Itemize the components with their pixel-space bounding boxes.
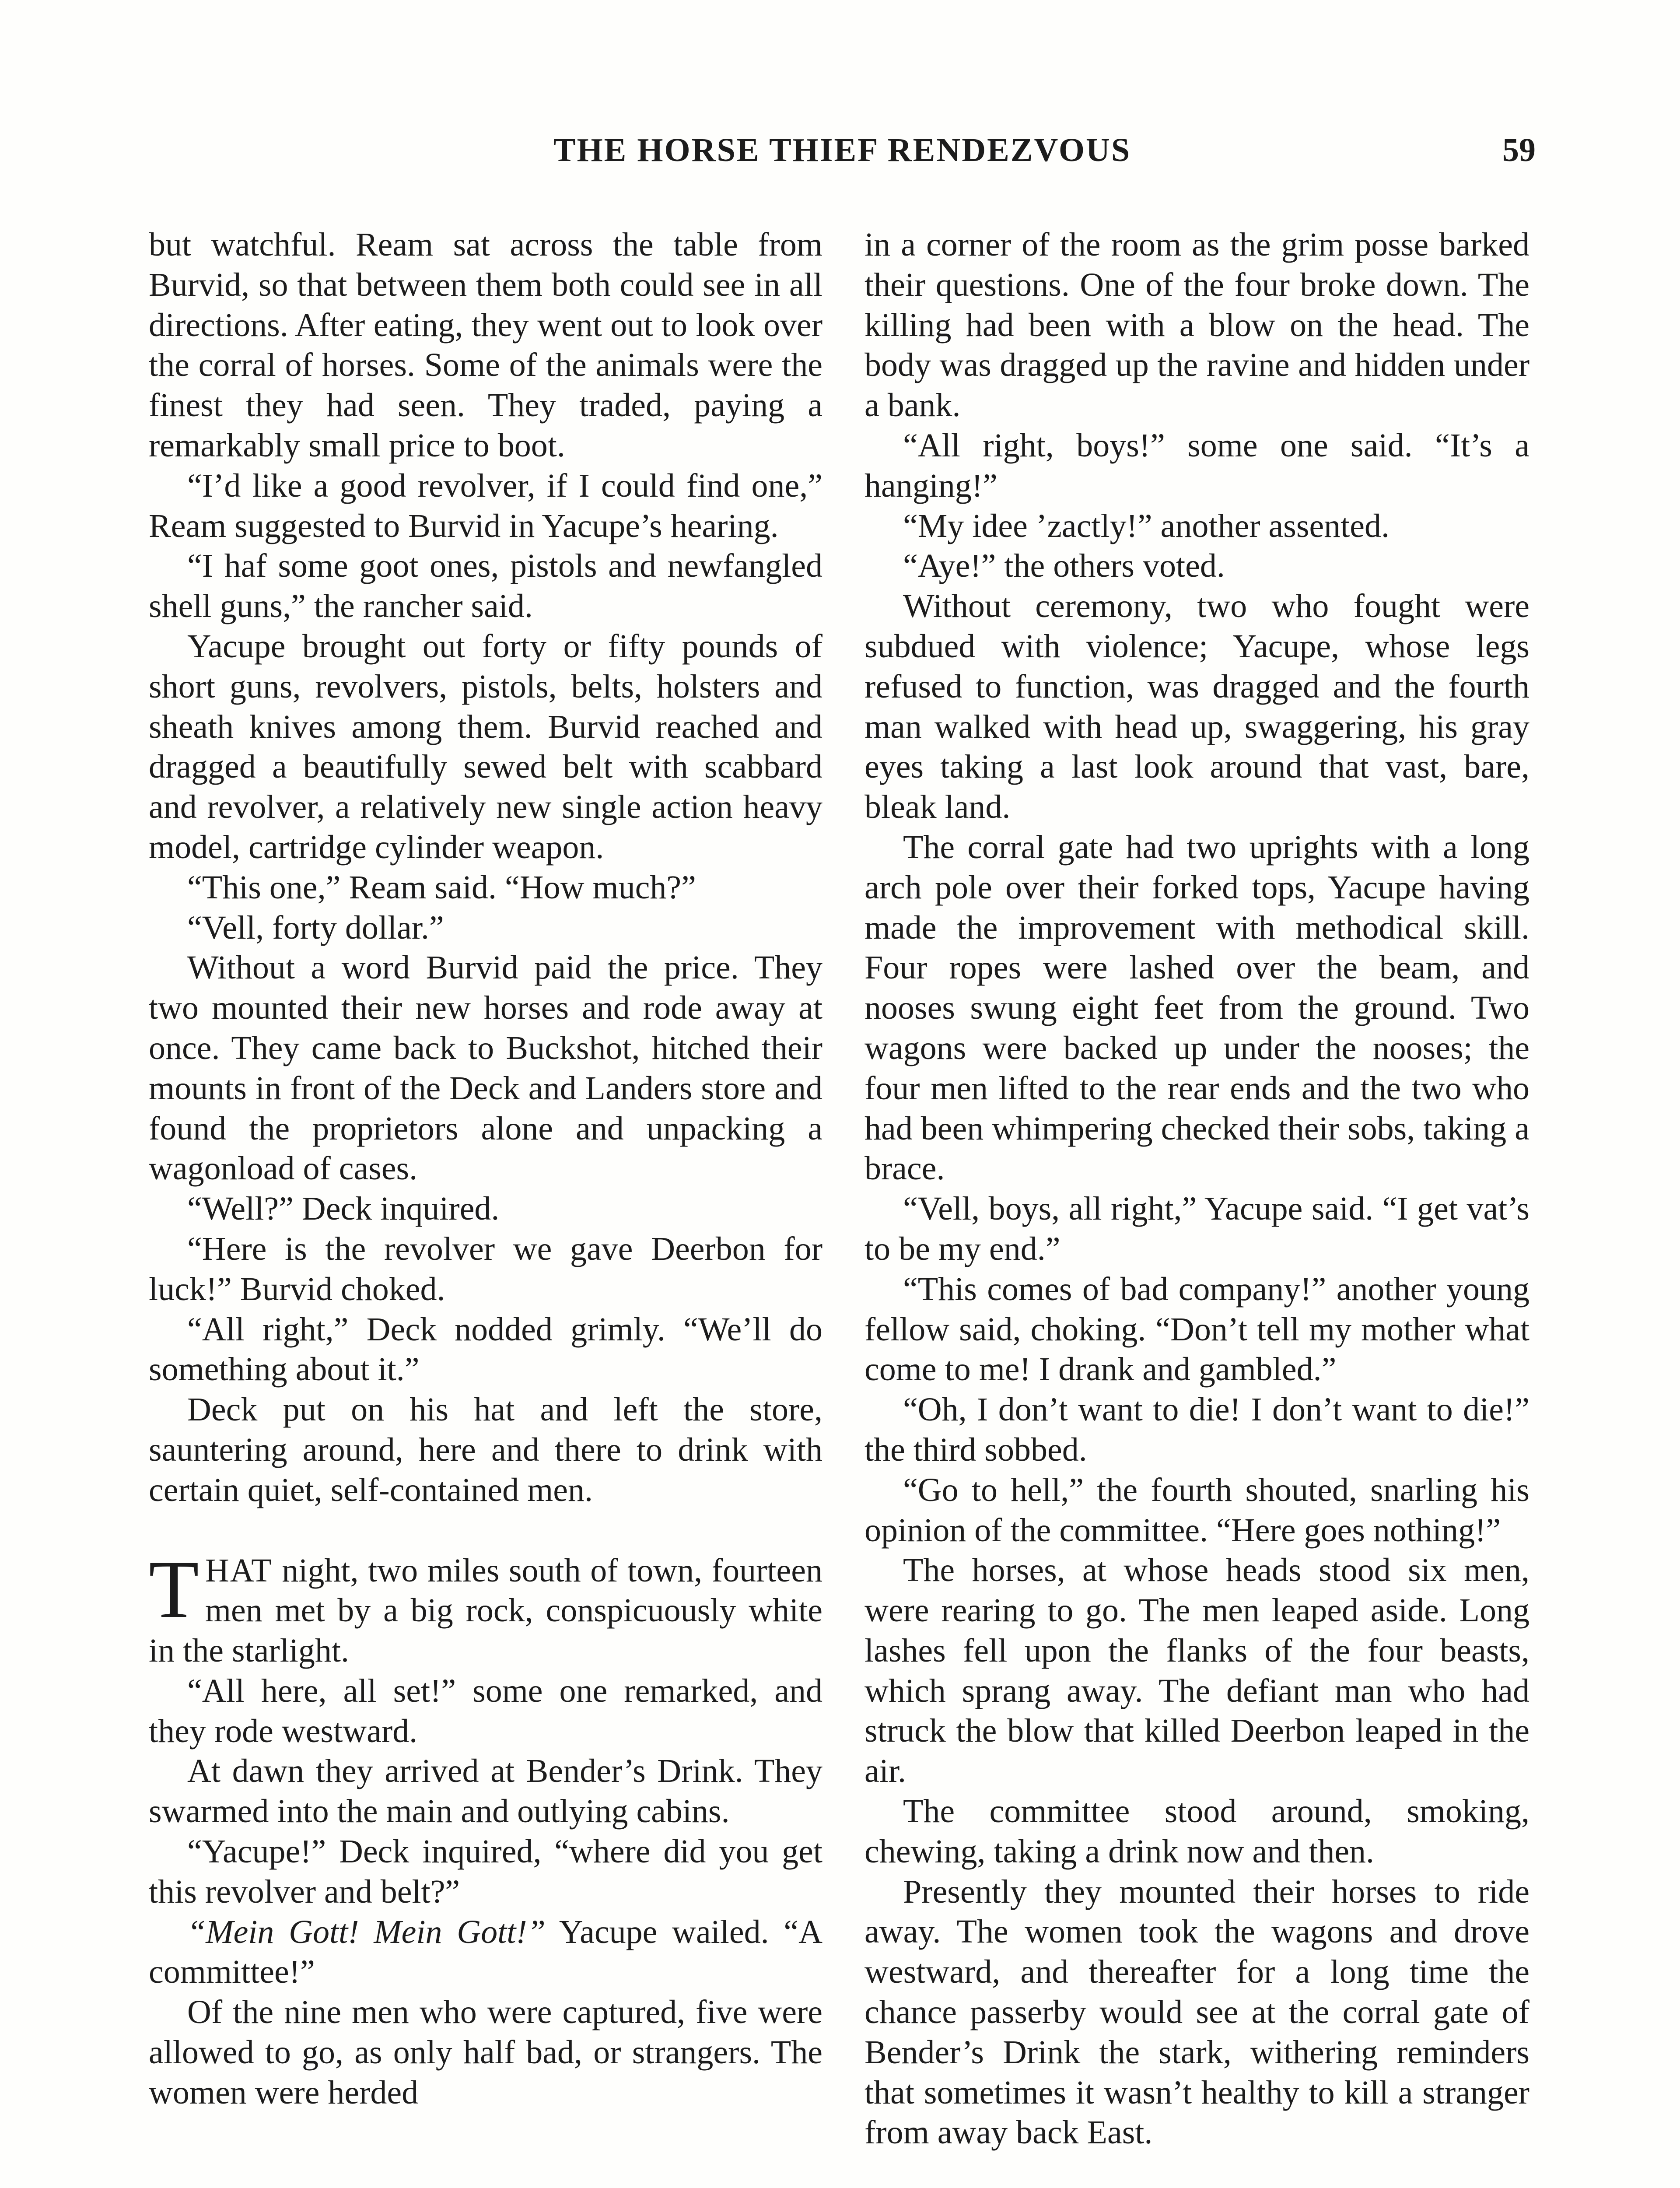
story-paragraph: The committee stood around, smoking, chewing, taking a drink now and then. bbox=[864, 1793, 1530, 1870]
story-paragraph: The corral gate had two uprights with a long arch pole over their forked tops, Yacupe having made the improvement with methodical skill. Four ropes were lashed over the beam, and nooses swung eight feet from the ground. Two wagons were backed up under the nooses; the four men lifted to the rear ends and the two who had been whimpering checked their sobs, taking a brace. bbox=[864, 828, 1530, 1187]
story-paragraph: “Vell, forty dollar.” bbox=[187, 909, 444, 946]
story-paragraph: Without a word Burvid paid the price. They two mounted their new horses and rode away at once. They came back to Buckshot, hitched their mounts in front of the Deck and Landers store and found the proprietors alone and unpacking a wagonload of cases. bbox=[149, 949, 822, 1187]
story-paragraph: “Here is the revolver we gave Deerbon for luck!” Burvid choked. bbox=[149, 1230, 822, 1308]
story-paragraph: Without ceremony, two who fought were subdued with violence; Yacupe, whose legs refused to function, was dragged and the fourth man walked with head up, swaggering, his gray eyes taking a last look around that vast, bare, bleak land. bbox=[864, 588, 1530, 826]
story-paragraph: “This comes of bad company!” another young fellow said, choking. “Don’t tell my mother what come to me! I drank and gambled.” bbox=[864, 1270, 1530, 1388]
story-paragraph: Yacupe brought out forty or fifty pounds of short guns, revolvers, pistols, belts, holsters and sheath knives among them. Burvid reached and dragged a beautifully sewed belt with scabbard and revolver, a relatively new single action heavy model, cartridge cylinder weapon. bbox=[149, 628, 822, 866]
paragraph-continuation: Yacupe wailed. “A committee!” bbox=[149, 1913, 822, 1991]
story-paragraph: “Oh, I don’t want to die! I don’t want to die!” the third sobbed. bbox=[864, 1391, 1530, 1468]
small-caps-lead: HAT bbox=[205, 1552, 273, 1589]
story-paragraph: The horses, at whose heads stood six men, were rearing to go. The men leaped aside. Long lashes fell upon the flanks of the four beasts, which sprang away. The defiant man who had struck the blow that killed Deerbon leaped in the air. bbox=[864, 1552, 1530, 1790]
story-paragraph: Deck put on his hat and left the store, sauntering around, here and there to drink with certain quiet, self-contained men. bbox=[149, 1391, 822, 1508]
story-paragraph: “Well?” Deck inquired. bbox=[187, 1190, 500, 1227]
story-paragraph: Presently they mounted their horses to ride away. The women took the wagons and drove westward, and thereafter for a long time the chance passerby would see at the corral gate of Bender’s Drink the stark, withering reminders that sometimes it wasn’t healthy to kill a stranger from away back East. bbox=[864, 1873, 1530, 2151]
drop-cap: T bbox=[149, 1543, 199, 1635]
right-column bbox=[864, 225, 1530, 2153]
story-paragraph: in a corner of the room as the grim posse barked their questions. One of the four broke down. The killing had been with a blow on the head. The body was dragged up the ravine and hidden under a bank. bbox=[864, 226, 1530, 424]
story-paragraph: “Vell, boys, all right,” Yacupe said. “I get vat’s to be my end.” bbox=[864, 1190, 1530, 1267]
story-paragraph: “This one,” Ream said. “How much?” bbox=[187, 869, 696, 906]
story-paragraph: “All right, boys!” some one said. “It’s a hanging!” bbox=[864, 427, 1530, 504]
story-paragraph: “Yacupe!” Deck inquired, “where did you get this revolver and belt?” bbox=[149, 1833, 822, 1910]
story-paragraph: “I’d like a good revolver, if I could find one,” Ream suggested to Burvid in Yacupe’s hearing. bbox=[149, 467, 822, 544]
left-column bbox=[149, 225, 822, 2113]
story-paragraph: “I haf some goot ones, pistols and newfangled shell guns,” the rancher said. bbox=[149, 547, 822, 625]
italic-exclamation: “Mein Gott! Mein Gott!” bbox=[187, 1913, 546, 1950]
story-paragraph: “Aye!” the others voted. bbox=[903, 547, 1225, 585]
story-paragraph: At dawn they arrived at Bender’s Drink. They swarmed into the main and outlying cabins. bbox=[149, 1753, 822, 1830]
story-paragraph: “All here, all set!” some one remarked, and they rode westward. bbox=[149, 1672, 822, 1750]
story-paragraph: “All right,” Deck nodded grimly. “We’ll do something about it.” bbox=[149, 1311, 822, 1388]
running-head bbox=[149, 131, 1536, 188]
running-title: THE HORSE THIEF RENDEZVOUS bbox=[553, 132, 1131, 168]
story-paragraph: “My idee ’zactly!” another assented. bbox=[903, 507, 1390, 544]
section-opening-paragraph bbox=[149, 1543, 822, 1671]
story-paragraph: Of the nine men who were captured, five were allowed to go, as only half bad, or strangers. The women were herded bbox=[149, 1994, 822, 2111]
page-number: 59 bbox=[1502, 132, 1536, 168]
story-paragraph: but watchful. Ream sat across the table from Burvid, so that between them both could see in all directions. After eating, they went out to look over the corral of horses. Some of the animals were the finest they had seen. They traded, paying a remarkably small price to boot. bbox=[149, 226, 822, 464]
story-paragraph: “Go to hell,” the fourth shouted, snarling his opinion of the committee. “Here goes nothing!” bbox=[864, 1471, 1530, 1549]
section-opening-text: night, two miles south of town, fourteen men met by a big rock, conspicuously white in the starlight. bbox=[149, 1552, 822, 1669]
story-paragraph bbox=[149, 1912, 822, 1993]
